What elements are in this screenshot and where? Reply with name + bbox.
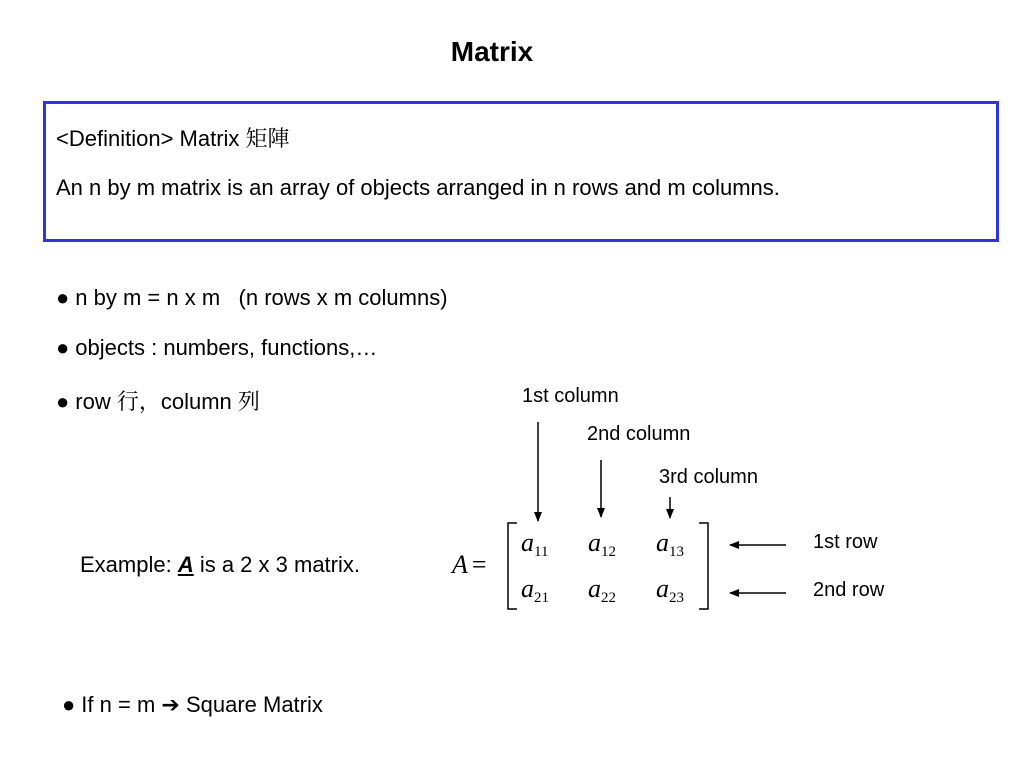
- entry-base: a: [588, 528, 601, 557]
- entry-base: a: [521, 528, 534, 557]
- entry-index: 12: [601, 544, 616, 560]
- entry-index: 23: [669, 590, 684, 606]
- example-suffix: is a 2 x 3 matrix.: [193, 552, 360, 577]
- entry-base: a: [521, 574, 534, 603]
- right-arrow-icon: ➔: [161, 692, 180, 717]
- square-text-after: Square Matrix: [179, 692, 323, 717]
- entry-index: 21: [534, 590, 549, 606]
- bullet-text: n by m = n x m (n rows x m columns): [75, 285, 448, 310]
- example-prefix: Example:: [80, 552, 178, 577]
- bullet-square-matrix: [62, 692, 323, 718]
- column-label-1: 1st column: [522, 385, 619, 407]
- bullet-text: objects : numbers, functions,…: [75, 335, 378, 360]
- entry-base: a: [656, 574, 669, 603]
- entry-base: a: [656, 528, 669, 557]
- definition-heading: <Definition> Matrix 矩陣: [56, 126, 290, 151]
- entry-base: a: [588, 574, 601, 603]
- entry-index: 11: [534, 544, 549, 560]
- bullet-icon: ●: [56, 335, 70, 360]
- page-title: Matrix: [450, 36, 534, 67]
- bullet-icon: ●: [56, 389, 70, 414]
- definition-text: An n by m matrix is an array of objects arranged in n rows and m columns.: [56, 175, 780, 200]
- bullet-icon: ●: [56, 285, 70, 310]
- entry-index: 13: [669, 544, 684, 560]
- matrix-lhs-variable: A: [452, 550, 468, 579]
- matrix-left-bracket: [508, 523, 517, 609]
- example-variable: A: [177, 552, 194, 577]
- column-label-3: 3rd column: [659, 466, 758, 488]
- row-label-1: 1st row: [813, 531, 878, 553]
- row-label-2: 2nd row: [813, 579, 885, 601]
- bullet-text: row 行，column 列: [75, 389, 260, 414]
- column-label-2: 2nd column: [587, 423, 691, 445]
- matrix-equals: =: [471, 550, 487, 579]
- entry-index: 22: [601, 590, 616, 606]
- matrix-right-bracket: [699, 523, 708, 609]
- bullet-icon: ●: [62, 692, 76, 717]
- square-text-before: If n = m: [81, 692, 162, 717]
